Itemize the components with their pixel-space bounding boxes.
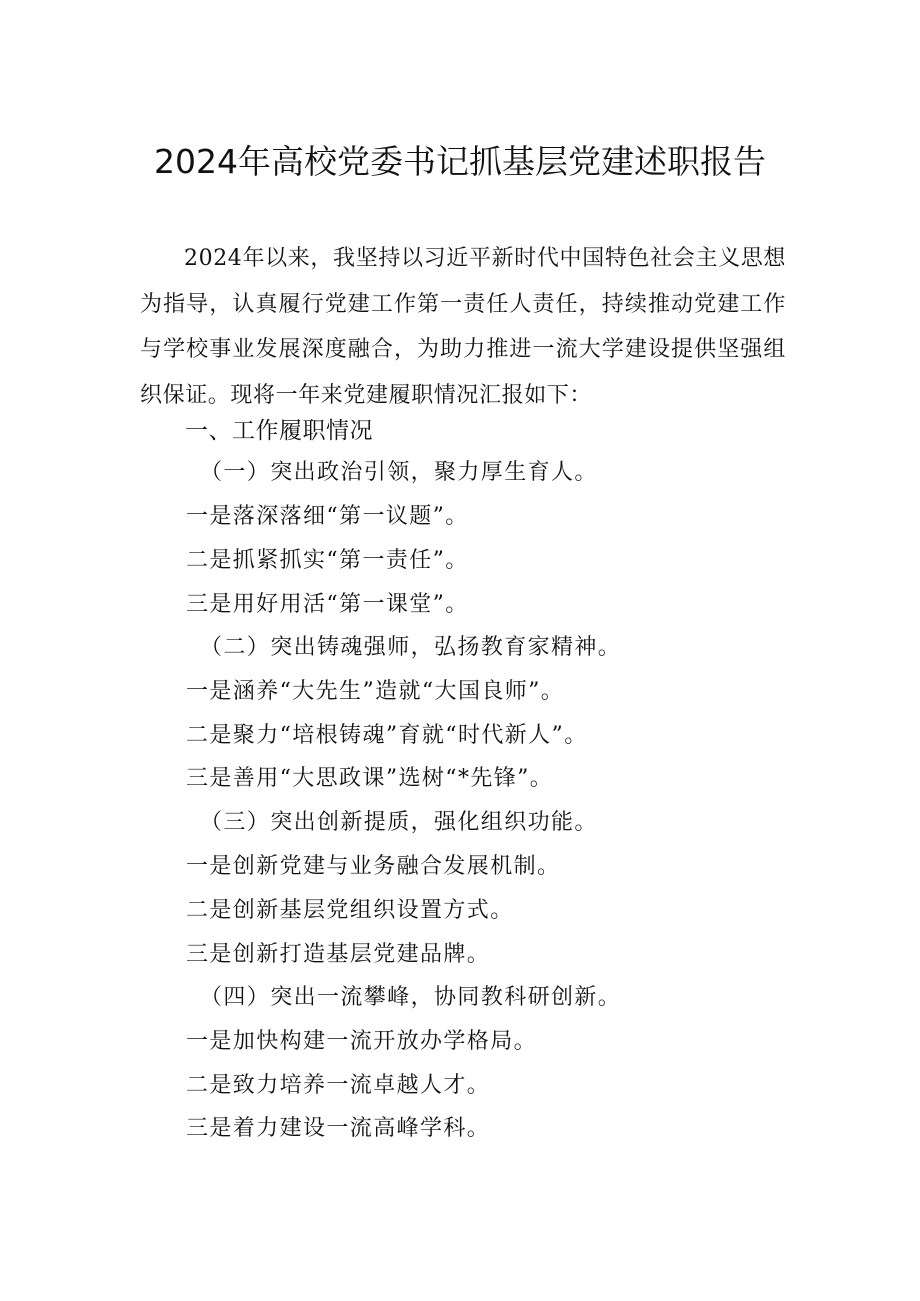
list-item: 三是创新打造基层党建品牌。 <box>186 942 491 967</box>
list-item: 三是善用“大思政课”选树“*先锋”。 <box>186 766 554 791</box>
subsection-heading: （三）突出创新提质，强化组织功能。 <box>200 810 598 835</box>
list-item: 二是聚力“培根铸魂”育就“时代新人”。 <box>186 723 588 748</box>
subsection-heading: （一）突出政治引领，聚力厚生育人。 <box>200 460 598 485</box>
subsection-heading: （二）突出铸魂强师，弘扬教育家精神。 <box>200 635 622 660</box>
list-item: 三是用好用活“第一课堂”。 <box>186 592 469 617</box>
list-item: 二是抓紧抓实“第一责任”。 <box>186 548 469 573</box>
list-item: 二是创新基层党组织设置方式。 <box>186 898 514 923</box>
list-item: 一是落深落细“第一议题”。 <box>186 504 469 529</box>
section-heading: 一、工作履职情况 <box>185 418 373 444</box>
list-item: 一是涵养“大先生”造就“大国良师”。 <box>186 679 565 704</box>
list-item: 一是加快构建一流开放办学格局。 <box>186 1029 538 1054</box>
list-item: 二是致力培养一流卓越人才。 <box>186 1073 491 1098</box>
list-item: 一是创新党建与业务融合发展机制。 <box>186 854 561 879</box>
document-title: 2024年高校党委书记抓基层党建述职报告 <box>154 142 766 181</box>
list-item: 三是着力建设一流高峰学科。 <box>186 1116 491 1141</box>
subsection-heading: （四）突出一流攀峰，协同教科研创新。 <box>200 985 622 1010</box>
intro-paragraph: 2024年以来，我坚持以习近平新时代中国特色社会主义思想为指导，认真履行党建工作第一责任人责任，持续推动党建工作与学校事业发展深度融合，为助力推进一流大学建设提供坚强组织保证。现将一年来党建履职情况汇报如下： <box>140 246 786 408</box>
